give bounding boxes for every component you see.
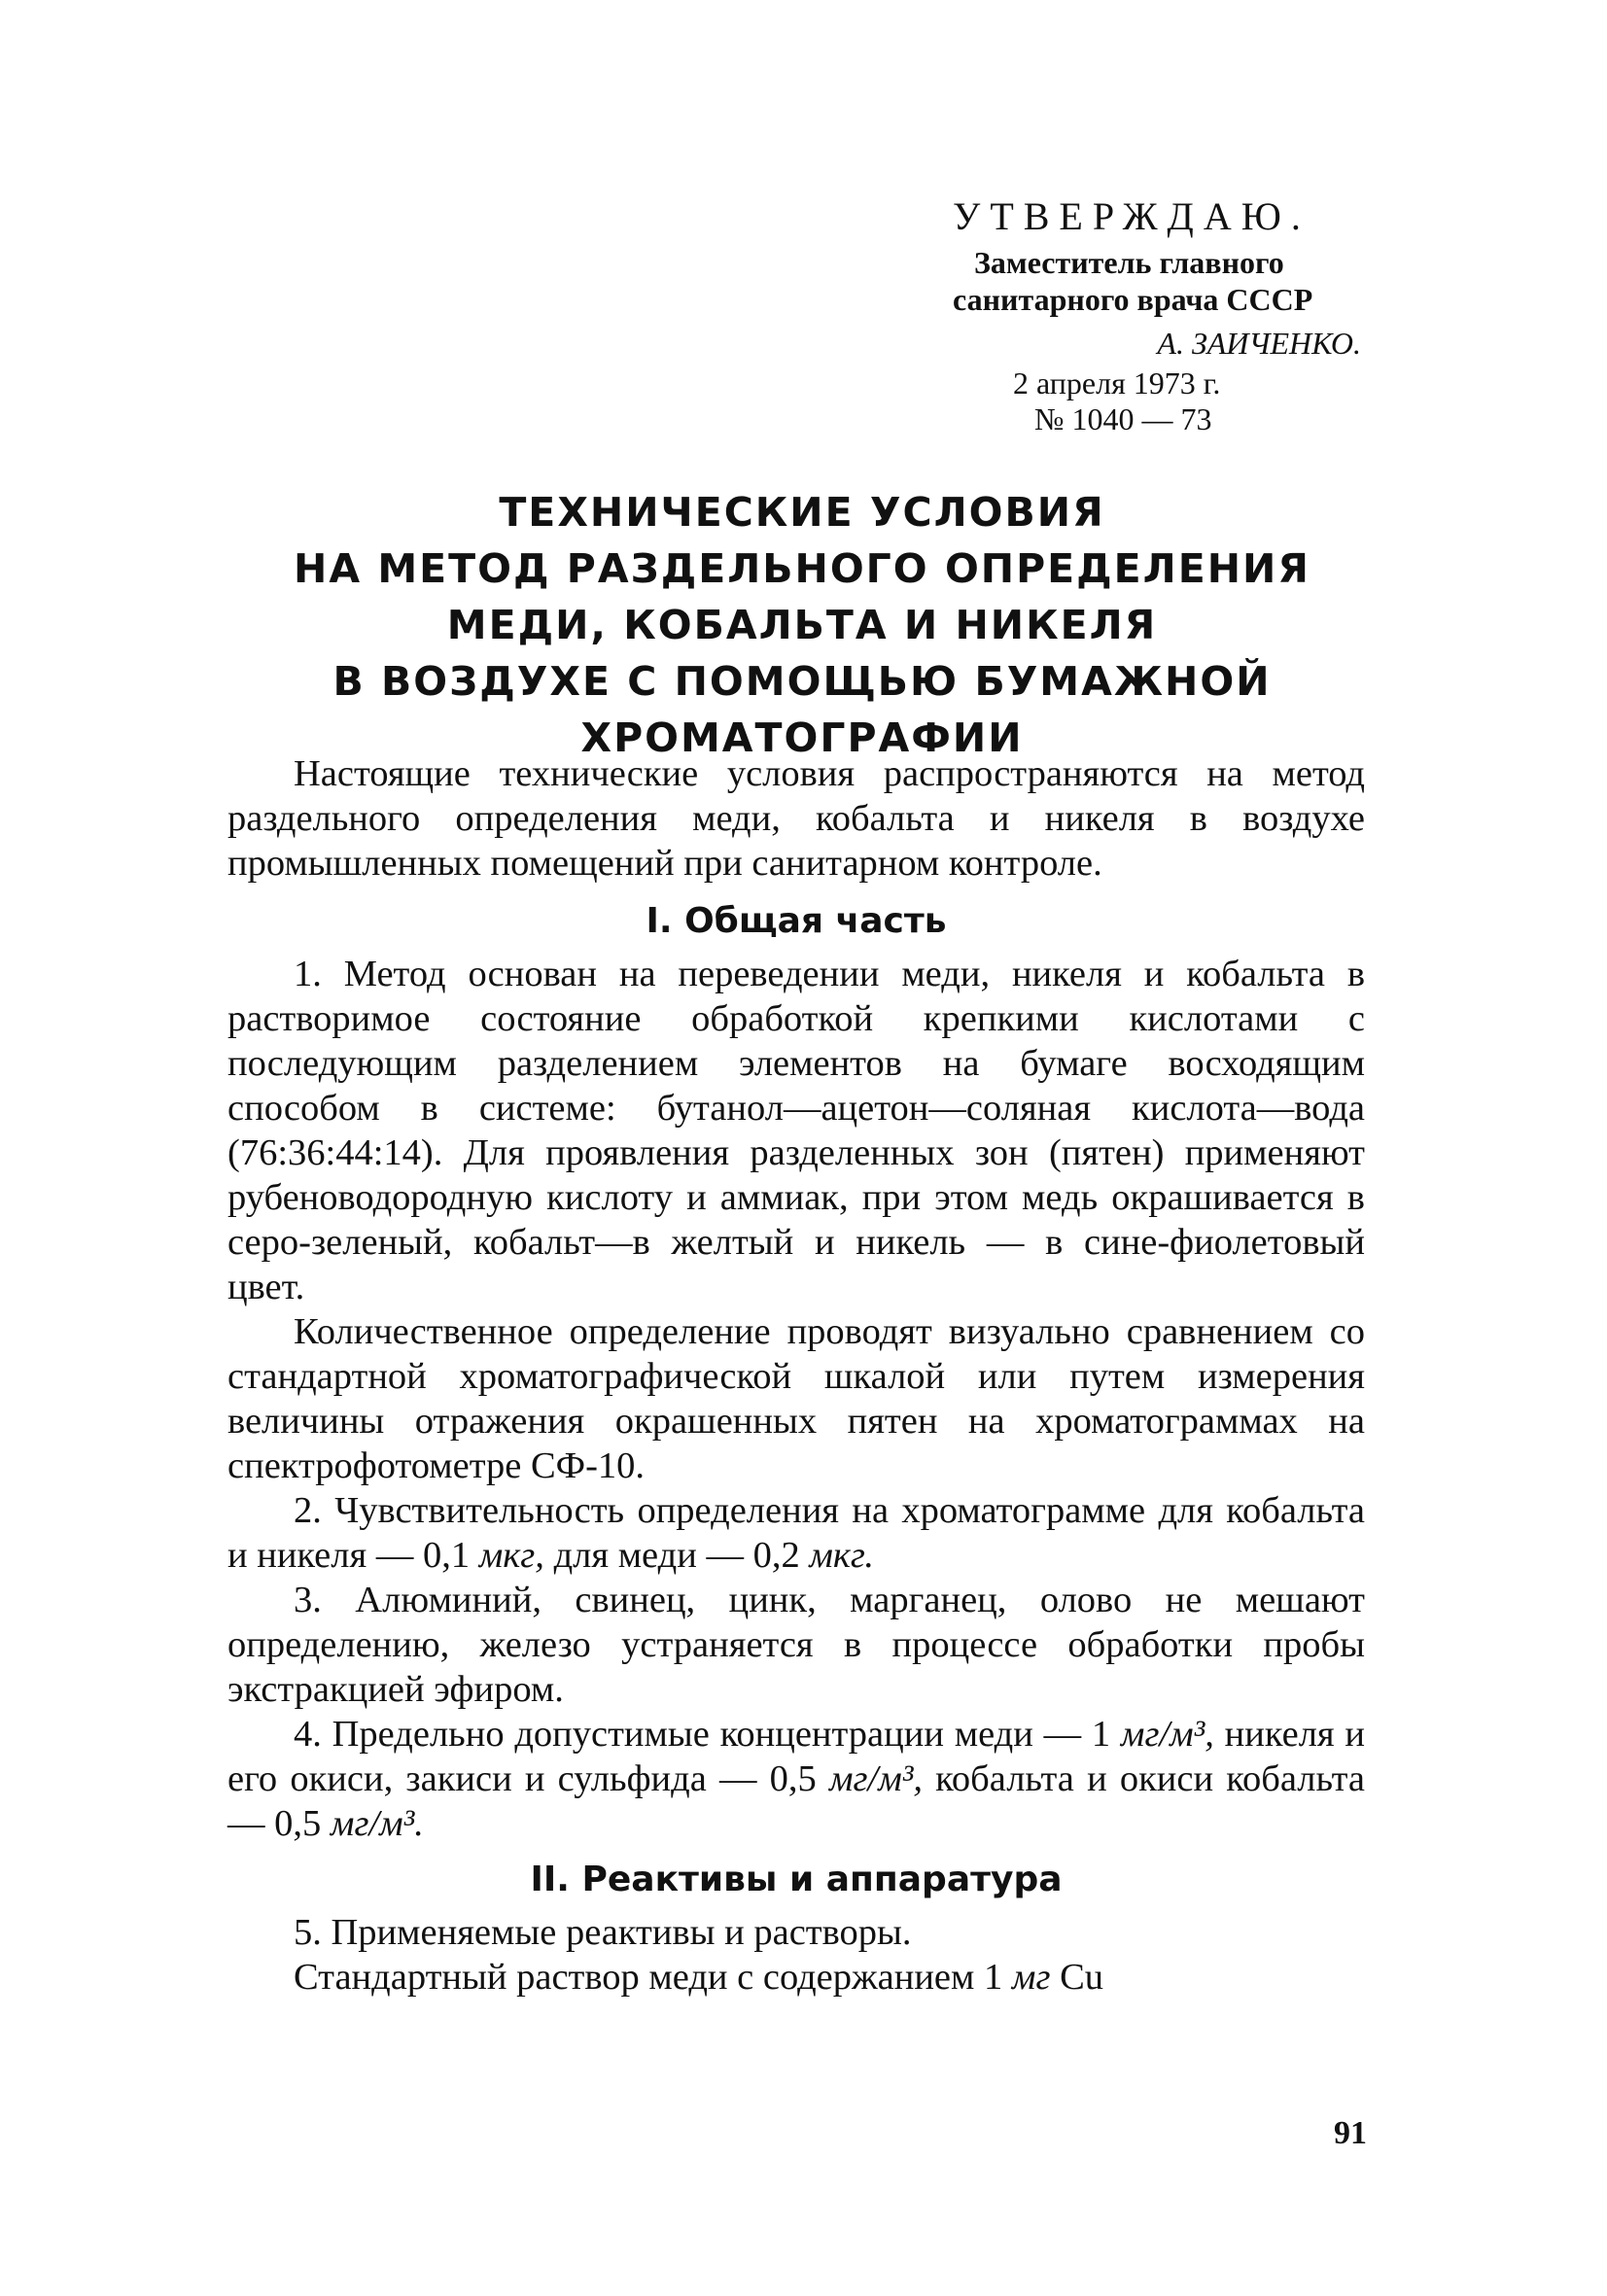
title-line: МЕДИ, КОБАЛЬТА И НИКЕЛЯ xyxy=(446,602,1158,648)
standard-text-b: Cu xyxy=(1050,1957,1104,1998)
approver-role-line2: санитарного врача СССР xyxy=(953,281,1313,317)
paragraph-reagents: 5. Применяемые реактивы и растворы. xyxy=(294,1912,912,1953)
approval-number: № 1040 — 73 xyxy=(1034,400,1212,436)
unit-mkg: мкг, xyxy=(478,1535,544,1576)
sensitivity-text-b: для меди — 0,2 xyxy=(543,1535,810,1576)
title-line: НА МЕТОД РАЗДЕЛЬНОГО ОПРЕДЕЛЕНИЯ xyxy=(294,545,1310,592)
unit-mg: мг xyxy=(1011,1957,1051,1998)
approver-name: А. ЗАИЧЕНКО. xyxy=(1157,325,1361,361)
approver-role-line1: Заместитель главного xyxy=(974,245,1284,281)
section-heading-general: I. Общая часть xyxy=(646,901,947,941)
section-heading-reagents: II. Реактивы и аппаратура xyxy=(530,1860,1063,1899)
document-body xyxy=(227,751,1365,2000)
unit-mg-m3: мг/м³, xyxy=(1120,1714,1214,1755)
sensitivity-text-a: 2. Чувствительность определения на хроматограмме для кобальта и никеля — 0,1 xyxy=(227,1490,1365,1576)
unit-mg-m3: мг/м³. xyxy=(330,1803,424,1844)
limits-text-a: 4. Предельно допустимые концентрации меди — 1 xyxy=(294,1714,1121,1755)
approval-heading: УТВЕРЖДАЮ. xyxy=(953,194,1310,238)
title-line: В ВОЗДУХЕ С ПОМОЩЬЮ БУМАЖНОЙ xyxy=(332,658,1272,705)
paragraph-interference: 3. Алюминий, свинец, цинк, марганец, олово не мешают определению, железо устраняется в процессе обработки пробы экстракцией эфиром. xyxy=(227,1580,1365,1710)
approval-block xyxy=(914,194,1400,437)
paragraph-standard-solution xyxy=(227,1955,1365,2000)
unit-mg-m3: мг/м³, xyxy=(828,1758,923,1799)
paragraph-method: 1. Метод основан на переведении меди, никеля и кобальта в растворимое состояние обработкой крепкими кислотами с последующим разделением элементов на бумаге восходящим способом в системе: бутанол—ацетон—соляная кислота—вода (76:36:44:14). Для проявления разделенных зон (пятен) применяют рубеноводородную кислоту и аммиак, при этом медь окрашивается в серо-зеленый, кобальт—в желтый и никель — в сине-фиолетовый цвет. xyxy=(227,954,1365,1307)
document-title xyxy=(194,484,1410,766)
page-number: 91 xyxy=(1334,2115,1367,2151)
standard-text-a: Стандартный раствор меди с содержанием 1 xyxy=(294,1957,1012,1998)
limits-text-c: кобальта и окиси кобальта — 0,5 xyxy=(227,1758,1365,1844)
paragraph-sensitivity xyxy=(227,1488,1365,1578)
title-line: ХРОМАТОГРАФИИ xyxy=(580,714,1024,761)
intro-paragraph: Настоящие технические условия распространяются на метод раздельного определения меди, кобальта и никеля в воздухе промышленных помещений при санитарном контроле. xyxy=(227,753,1365,884)
approval-date: 2 апреля 1973 г. xyxy=(1013,365,1221,400)
title-line: ТЕХНИЧЕСКИЕ УСЛОВИЯ xyxy=(499,489,1105,536)
paragraph-limits xyxy=(227,1712,1365,1846)
unit-mkg: мкг. xyxy=(809,1535,875,1576)
limits-text-b: никеля и его окиси, закиси и сульфида — 0,5 xyxy=(227,1714,1365,1799)
paragraph-quantitative: Количественное определение проводят визуально сравнением со стандартной хроматографической шкалой или путем измерения величины отражения окрашенных пятен на хроматограммах на спектрофотометре СФ-10. xyxy=(227,1311,1365,1486)
